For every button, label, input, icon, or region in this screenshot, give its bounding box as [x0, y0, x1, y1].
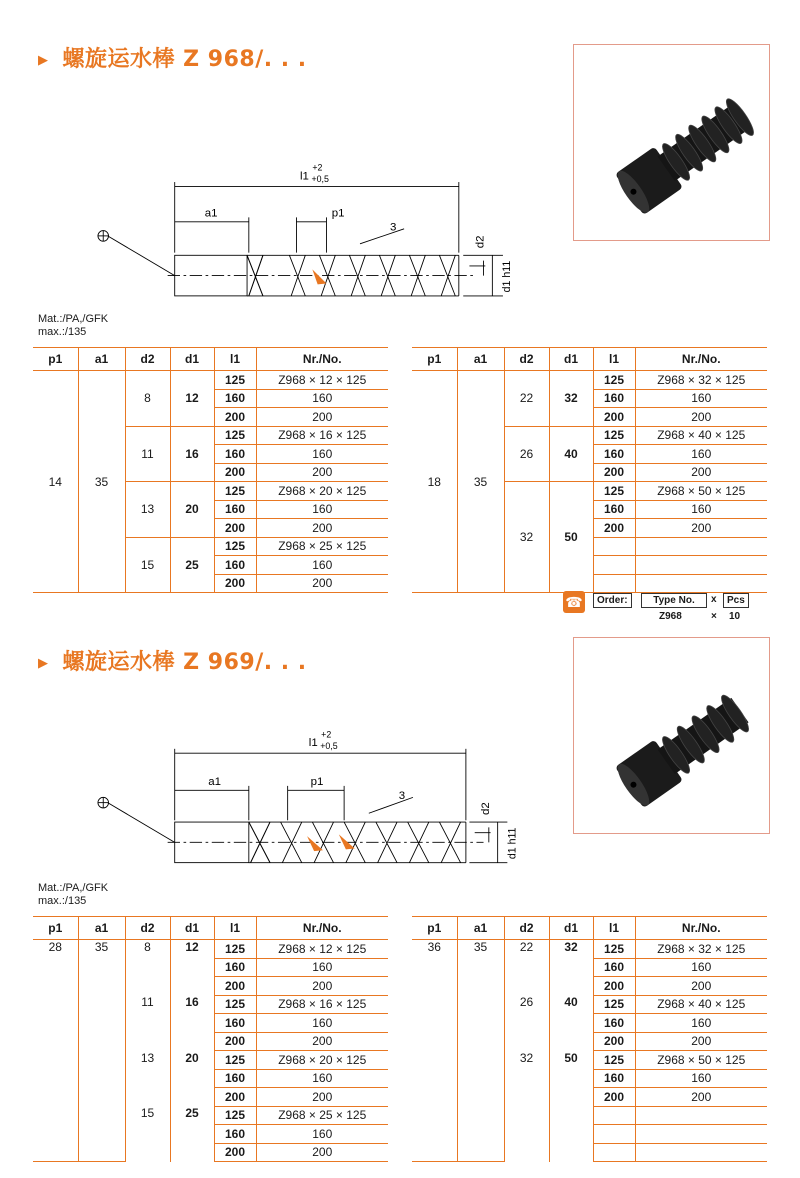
p1-label: p1 — [310, 776, 324, 788]
l1-cell: 160 — [214, 389, 256, 408]
d1-cell: 12 — [170, 940, 214, 996]
nr-cell: Z968 × 32 × 125 — [635, 940, 767, 959]
col-l1: l1 — [214, 917, 256, 940]
l1-cell: 200 — [593, 408, 635, 427]
d2-cell: 11 — [125, 426, 170, 482]
col-a1: a1 — [457, 348, 504, 371]
nr-cell: Z968 × 20 × 125 — [256, 482, 388, 501]
nr-cell — [635, 1125, 767, 1144]
l1-cell — [593, 1125, 635, 1144]
l1-cell: 160 — [214, 1069, 256, 1088]
nr-cell: 160 — [635, 500, 767, 519]
l1-cell: 200 — [593, 977, 635, 996]
nr-cell: 160 — [256, 556, 388, 575]
tol-lower: +0,5 — [320, 740, 338, 751]
l1-cell — [593, 1106, 635, 1125]
nr-cell — [635, 556, 767, 575]
d1-cell: 40 — [549, 426, 593, 482]
nr-cell: 160 — [256, 958, 388, 977]
nr-cell: 160 — [256, 1014, 388, 1033]
section-title: ▶ 螺旋运水棒 Z 968/. . . — [38, 47, 307, 72]
example-type: Z968 — [659, 611, 682, 622]
col-a1: a1 — [78, 348, 125, 371]
pcs-label: Pcs — [723, 593, 749, 608]
l1-cell: 125 — [214, 1051, 256, 1070]
nr-cell: Z968 × 20 × 125 — [256, 1051, 388, 1070]
l1-cell: 125 — [214, 537, 256, 556]
nr-cell: 200 — [635, 1032, 767, 1051]
d2-cell: 13 — [125, 482, 170, 538]
p1-cell: 36 — [412, 940, 457, 1162]
tol-upper: +2 — [321, 729, 332, 740]
nr-cell: 160 — [256, 1069, 388, 1088]
l1-cell: 160 — [593, 1014, 635, 1033]
triangle-icon: ▶ — [38, 53, 49, 68]
col-l1: l1 — [593, 917, 635, 940]
l1-cell: 125 — [593, 426, 635, 445]
nr-cell: 200 — [256, 463, 388, 482]
l1-cell: 200 — [214, 463, 256, 482]
l1-cell: 125 — [214, 371, 256, 390]
col-p1: p1 — [33, 348, 78, 371]
material-note: Mat.:/PA,/GFK max.:/135 — [38, 882, 109, 907]
section-title: ▶ 螺旋运水棒 Z 969/. . . — [38, 650, 307, 675]
material-note: Mat.:/PA,/GFK max.:/135 — [38, 313, 109, 338]
col-d2: d2 — [504, 348, 549, 371]
three-label: 3 — [390, 221, 397, 234]
d2-cell: 8 — [125, 940, 170, 996]
nr-cell — [635, 1143, 767, 1162]
spec-table-left — [33, 347, 388, 593]
nr-cell: Z968 × 40 × 125 — [635, 426, 767, 445]
nr-cell: 200 — [256, 977, 388, 996]
l1-cell — [593, 574, 635, 593]
nr-cell: 160 — [256, 445, 388, 464]
d2-cell: 13 — [125, 1051, 170, 1107]
d1-cell: 50 — [549, 1051, 593, 1162]
product-photo — [573, 637, 770, 834]
d2-cell: 15 — [125, 537, 170, 593]
nr-cell: 160 — [635, 1014, 767, 1033]
l1-cell: 200 — [593, 519, 635, 538]
col-l1: l1 — [214, 348, 256, 371]
nr-cell — [635, 1106, 767, 1125]
d1-cell: 16 — [170, 995, 214, 1051]
d1-label: d1 h11 — [501, 260, 513, 293]
example-times: × — [711, 611, 717, 622]
d2-cell: 32 — [504, 1051, 549, 1162]
l1-cell: 125 — [593, 1051, 635, 1070]
table-row — [33, 940, 388, 959]
l1-cell: 160 — [214, 958, 256, 977]
l1-cell: 200 — [214, 574, 256, 593]
nr-cell: Z968 × 50 × 125 — [635, 1051, 767, 1070]
nr-cell: Z968 × 12 × 125 — [256, 371, 388, 390]
l1-label: l1 — [308, 737, 318, 750]
table-row — [412, 371, 767, 390]
table-row — [412, 940, 767, 959]
nr-cell: 200 — [635, 408, 767, 427]
col-d1: d1 — [170, 917, 214, 940]
nr-cell: 200 — [256, 1143, 388, 1162]
l1-cell: 160 — [593, 958, 635, 977]
nr-cell: Z968 × 25 × 125 — [256, 1106, 388, 1125]
d1-cell: 25 — [170, 1106, 214, 1162]
d2-cell: 8 — [125, 371, 170, 427]
spec-table-right — [412, 916, 767, 1162]
l1-label: l1 — [300, 170, 309, 183]
d1-cell: 25 — [170, 537, 214, 593]
col-a1: a1 — [78, 917, 125, 940]
l1-cell: 200 — [214, 977, 256, 996]
p1-cell: 14 — [33, 371, 78, 593]
l1-cell: 125 — [593, 995, 635, 1014]
nr-cell: 200 — [256, 1088, 388, 1107]
nr-cell: 200 — [256, 574, 388, 593]
nr-cell: Z968 × 16 × 125 — [256, 426, 388, 445]
d1-label: d1 h11 — [506, 827, 519, 860]
l1-cell: 200 — [214, 1032, 256, 1051]
d1-cell: 16 — [170, 426, 214, 482]
d2-cell: 15 — [125, 1106, 170, 1162]
col-d2: d2 — [125, 348, 170, 371]
l1-cell: 125 — [593, 940, 635, 959]
d2-label: d2 — [479, 802, 492, 815]
a1-label: a1 — [208, 776, 222, 788]
l1-cell: 125 — [214, 426, 256, 445]
col-nr: Nr./No. — [635, 348, 767, 371]
a1-cell: 35 — [457, 940, 504, 1162]
l1-cell: 160 — [593, 389, 635, 408]
p1-cell: 18 — [412, 371, 457, 593]
a1-cell: 35 — [78, 940, 125, 1162]
col-d2: d2 — [504, 917, 549, 940]
p1-label: p1 — [331, 207, 345, 220]
times-sign: x — [711, 594, 717, 605]
nr-cell — [635, 537, 767, 556]
a1-cell: 35 — [78, 371, 125, 593]
l1-cell: 160 — [214, 500, 256, 519]
col-p1: p1 — [33, 917, 78, 940]
d1-cell: 32 — [549, 940, 593, 996]
d1-cell: 32 — [549, 371, 593, 427]
a1-label: a1 — [204, 207, 218, 220]
triangle-icon: ▶ — [38, 656, 49, 671]
example-qty: 10 — [729, 611, 741, 622]
l1-cell: 160 — [593, 500, 635, 519]
l1-cell: 160 — [214, 1125, 256, 1144]
nr-cell: 200 — [256, 408, 388, 427]
d2-cell: 32 — [504, 482, 549, 593]
l1-cell — [593, 537, 635, 556]
l1-cell: 125 — [214, 995, 256, 1014]
l1-cell: 200 — [214, 408, 256, 427]
l1-cell: 125 — [593, 371, 635, 390]
d1-cell: 12 — [170, 371, 214, 427]
nr-cell: 160 — [635, 958, 767, 977]
nr-cell: 160 — [256, 1125, 388, 1144]
col-nr: Nr./No. — [256, 348, 388, 371]
a1-cell: 35 — [457, 371, 504, 593]
nr-cell: 200 — [256, 1032, 388, 1051]
nr-cell: Z968 × 12 × 125 — [256, 940, 388, 959]
nr-cell: Z968 × 32 × 125 — [635, 371, 767, 390]
nr-cell: 160 — [256, 500, 388, 519]
technical-drawing — [30, 725, 570, 875]
d2-cell: 26 — [504, 426, 549, 482]
l1-cell: 160 — [593, 1069, 635, 1088]
nr-cell: 200 — [635, 463, 767, 482]
col-nr: Nr./No. — [635, 917, 767, 940]
product-photo — [573, 44, 770, 241]
l1-cell: 125 — [593, 482, 635, 501]
order-label: Order: — [593, 593, 632, 608]
nr-cell: Z968 × 16 × 125 — [256, 995, 388, 1014]
l1-cell: 125 — [214, 940, 256, 959]
col-a1: a1 — [457, 917, 504, 940]
l1-cell: 160 — [214, 445, 256, 464]
nr-cell: 160 — [635, 389, 767, 408]
nr-cell: Z968 × 40 × 125 — [635, 995, 767, 1014]
nr-cell: Z968 × 50 × 125 — [635, 482, 767, 501]
nr-cell: 160 — [256, 389, 388, 408]
tol-lower: +0,5 — [311, 174, 329, 185]
nr-cell: 200 — [635, 977, 767, 996]
nr-cell — [635, 574, 767, 593]
nr-cell: 200 — [256, 519, 388, 538]
col-p1: p1 — [412, 348, 457, 371]
col-nr: Nr./No. — [256, 917, 388, 940]
l1-cell: 200 — [593, 1032, 635, 1051]
l1-cell: 200 — [214, 1088, 256, 1107]
col-p1: p1 — [412, 917, 457, 940]
col-d1: d1 — [549, 917, 593, 940]
phone-icon: ☎ — [563, 591, 585, 613]
p1-cell: 28 — [33, 940, 78, 1162]
table-row — [33, 371, 388, 390]
nr-cell: 160 — [635, 445, 767, 464]
tol-upper: +2 — [312, 162, 323, 173]
spec-table-left — [33, 916, 388, 1162]
nr-cell: 200 — [635, 519, 767, 538]
col-d1: d1 — [170, 348, 214, 371]
d2-cell: 11 — [125, 995, 170, 1051]
three-label: 3 — [398, 790, 406, 803]
d2-cell: 22 — [504, 371, 549, 427]
nr-cell: 160 — [635, 1069, 767, 1088]
d2-label: d2 — [474, 235, 487, 249]
d1-cell: 20 — [170, 482, 214, 538]
d2-cell: 26 — [504, 995, 549, 1051]
l1-cell: 160 — [214, 556, 256, 575]
l1-cell: 200 — [214, 519, 256, 538]
l1-cell: 125 — [214, 1106, 256, 1125]
l1-cell — [593, 1143, 635, 1162]
d1-cell: 20 — [170, 1051, 214, 1107]
l1-cell: 200 — [593, 463, 635, 482]
col-l1: l1 — [593, 348, 635, 371]
l1-cell: 200 — [214, 1143, 256, 1162]
col-d1: d1 — [549, 348, 593, 371]
d1-cell: 50 — [549, 482, 593, 593]
col-d2: d2 — [125, 917, 170, 940]
d1-cell: 40 — [549, 995, 593, 1051]
nr-cell: Z968 × 25 × 125 — [256, 537, 388, 556]
l1-cell: 160 — [214, 1014, 256, 1033]
l1-cell: 160 — [593, 445, 635, 464]
l1-cell — [593, 556, 635, 575]
l1-cell: 125 — [214, 482, 256, 501]
l1-cell: 200 — [593, 1088, 635, 1107]
d2-cell: 22 — [504, 940, 549, 996]
spec-table-right — [412, 347, 767, 593]
type-no-label: Type No. — [641, 593, 707, 608]
technical-drawing — [30, 160, 570, 310]
nr-cell: 200 — [635, 1088, 767, 1107]
